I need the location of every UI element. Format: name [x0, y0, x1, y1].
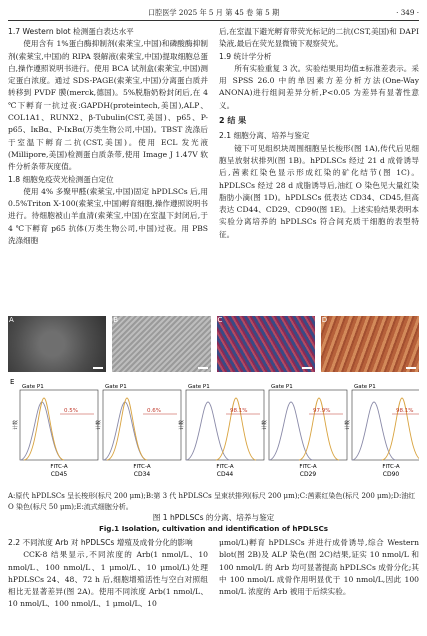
sample-histogram [24, 398, 64, 460]
scale-bar [93, 367, 103, 369]
left-column [8, 26, 208, 247]
section-1-9-title: 1.9 统计学分析 [219, 51, 272, 61]
section-2-2-body: CCK-8 结果显示,不同浓度的 Arb(1 nmol/L、10 nmol/L、100 nmol/L、1 μmol/L、10 μmol/L)处理 hPDLSCs 24、48、72 h 后,细胞增殖活性与空白对照组相比无显著差异(图 2A)。使用不同浓度 Arb(1 nmol/L、10 nmol/L、100 nmol/L、1 μmol/L、10 [8, 550, 208, 609]
bottom-left-column [8, 537, 208, 611]
section-2-2-continued: μmol/L)孵育 hPDLSCs 并进行成骨诱导,综合 Western blot(图 2B)及 ALP 染色(图 2C)结果,证实 10 nmol/L 和 100 nmol/L 的 Arb 均可显著提高 hPDLSCs 成骨分化;其中 100 nmol/L 成骨作用明显优于 10 nmol/L,因此 100 nmol/L 浓度的 Arb 被用于后续实验。 [219, 538, 419, 597]
gate-label: Gate P1 [188, 384, 210, 390]
marker-name: CD29 [299, 471, 317, 478]
marker-name: CD44 [216, 471, 234, 478]
panel-d-oil-red-o: D [321, 316, 419, 372]
x-axis-label: FITC-A [133, 464, 151, 470]
panel-a-primary-cells: A [8, 316, 106, 372]
y-axis-label: 计数 [345, 419, 351, 431]
x-axis-label: FITC-A [50, 464, 68, 470]
gate-label: Gate P1 [22, 384, 44, 390]
right-column [219, 26, 419, 241]
positive-percent: 0.5% [64, 408, 78, 414]
section-2-1-title: 2.1 细胞分离、培养与鉴定 [219, 131, 310, 141]
figure-caption-en: Fig.1 Isolation, cultivation and identification of hPDLSCs [98, 524, 329, 533]
running-header [8, 8, 419, 17]
section-1-8-body: 使用 4% 多聚甲醛(索莱宝,中国)固定 hPDLSCs 后,用 0.5%Triton X-100(索莱宝,中国)孵育细胞,操作遵照说明书进行。待细胞被山羊血清(索莱宝,中国)在室温下封闭后,于 4 ℃下孵育 p65 抗体(万类生物公司,中国)过夜。用 PBS 洗涤细胞 [8, 186, 208, 246]
histogram-frame [186, 390, 264, 460]
x-axis-label: FITC-A [299, 464, 317, 470]
y-axis-label: 计数 [179, 419, 185, 431]
gate-label: Gate P1 [271, 384, 293, 390]
positive-percent: 97.9% [313, 408, 331, 414]
y-axis-label: 计数 [262, 419, 268, 431]
marker-name: CD45 [50, 471, 68, 478]
figure-caption-zh: 图 1 hPDLSCs 的分离、培养与鉴定 [152, 513, 275, 522]
header-rule [8, 20, 419, 21]
scale-bar [302, 367, 312, 369]
scale-bar [198, 367, 208, 369]
section-1-7-body: 使用含有 1%蛋白酶抑制剂(索莱宝,中国)和磷酸酶抑制剂(索莱宝,中国)的 RIPA 裂解液(索莱宝,中国)提取细胞总蛋白,操作遵照说明书进行。使用 BCA 试剂盒(索莱宝,中国)测定蛋白浓度。通过 SDS-PAGE(索莱宝,中国)分离蛋白质并转移到 PVDF 膜(merck,德国)。5%脱脂奶粉封闭后,在 4 ℃下孵育一抗过夜:GAPDH(proteintech,美国),ALP、COL1A1、RUNX2、β-Tubulin(CST,美国)、p65、P-p65、IκBα、P-IκBα(万类生物公司,中国)。TBST 洗涤后于室温下孵育二抗(CST,美国)。使用 ECL 发光液(Millipore,美国)检测蛋白质条带,使用 Image J 1.47V 软件分析条带灰度值。 [8, 39, 208, 172]
gate-label: Gate P1 [105, 384, 127, 390]
section-2-title: 2 结 果 [219, 116, 247, 126]
x-axis-label: FITC-A [382, 464, 400, 470]
positive-percent: 0.6% [147, 408, 161, 414]
histogram-frame [269, 390, 347, 460]
bottom-right-column [219, 537, 419, 598]
isotype-histogram [20, 402, 64, 460]
positive-percent: 98.1% [230, 408, 248, 414]
panel-b-passage-3: B [112, 316, 210, 372]
scale-bar [406, 367, 416, 369]
section-1-7-title: 1.7 Western blot 检测蛋白表达水平 [8, 27, 134, 36]
flow-histograms [8, 376, 419, 488]
section-1-8-continued: 后,在室温下避光孵育带荧光标记的二抗(CST,美国)和 DAPI 染液,最后在荧光显微镜下观察荧光。 [219, 27, 419, 49]
figure-note: A:原代 hPDLSCs 呈长梭形(标尺 200 μm);B:第 3 代 hPDLSCs 呈束状排列(标尺 200 μm);C:茜素红染色(标尺 200 μm);D:油红 O 染色(标尺 50 μm);E:流式细胞分析。 [8, 492, 416, 511]
isotype-histogram [103, 402, 147, 460]
panel-e-label: E [10, 378, 15, 386]
positive-percent: 98.1% [396, 408, 414, 414]
section-2-1-body: 镜下可见组织块周围细胞呈长梭形(图 1A),传代后见细胞呈放射状排列(图 1B)。hPDLSCs 经过 21 d 成骨诱导后,茜素红染色显示形成红染的矿化结节(图 1C)。hPDLSCs 经过 28 d 成脂诱导后,油红 O 染色见大量红染脂肪小滴(图 1D)。hPDLSCs 低表达 CD34、CD45,但高表达 CD44、CD29、CD90(图 1E)。上述实验结果表明本实验分离培养的 hPDLSCs 符合间充质干细胞的表型特征。 [219, 143, 419, 239]
gate-label: Gate P1 [354, 384, 376, 390]
page-number: · 349 · [396, 8, 419, 17]
section-1-9-body: 所有实验重复 3 次。实验结果用均值±标准差表示。采用 SPSS 26.0 中的单因素方差分析方法(One-Way ANONA)进行组间差异分析,P<0.05 为差异有显著性意义。 [219, 63, 419, 110]
x-axis-label: FITC-A [216, 464, 234, 470]
section-2-2-title: 2.2 不同浓度 Arb 对 hPDLSCs 增殖及成骨分化的影响 [8, 538, 193, 547]
y-axis-label: 计数 [13, 419, 19, 431]
y-axis-label: 计数 [96, 419, 102, 431]
panel-c-alizarin-red: C [217, 316, 315, 372]
figure-1-micrographs [8, 316, 419, 372]
section-1-8-title: 1.8 细胞免疫荧光检测蛋白定位 [8, 174, 114, 184]
sample-histogram [107, 398, 147, 460]
journal-info: 口腔医学 2025 年 5 月 第 45 卷 第 5 期 [147, 8, 280, 17]
panel-e-flow-cytometry [8, 376, 419, 488]
marker-name: CD90 [382, 471, 400, 478]
marker-name: CD34 [133, 471, 151, 478]
